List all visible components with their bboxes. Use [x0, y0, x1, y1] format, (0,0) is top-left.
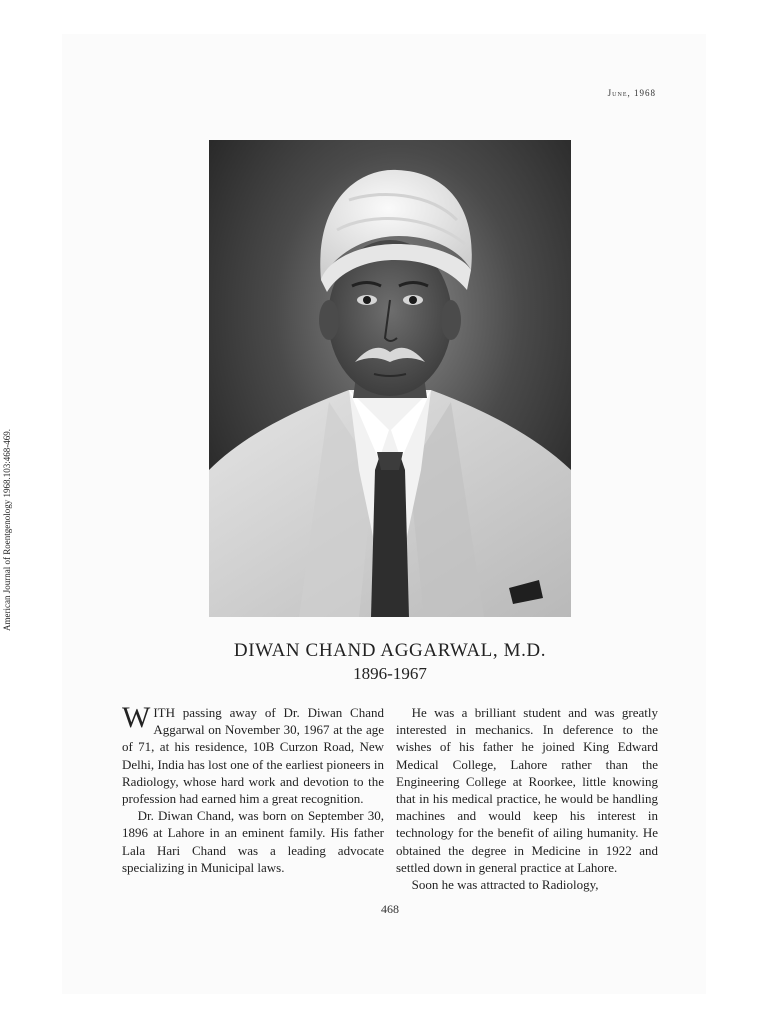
left-column: [122, 701, 384, 876]
left-paragraph-2: Dr. Diwan Chand, was born on September 30, 1896 at Lahore in an eminent family. His father Lala Hari Chand was a leading advocate specializing in Municipal laws.: [122, 808, 384, 875]
right-column: [396, 704, 658, 893]
article-dates: 1896-1967: [353, 664, 427, 683]
left-paragraph-1-text: ITH passing away of Dr. Diwan Chand Aggarwal on November 30, 1967 at the age of 71, at his residence, 10B Curzon Road, New Delhi, India has lost one of the earliest pioneers in Radiology, whose hard work and devotion to the profession had earned him a great recognition.: [122, 705, 384, 807]
side-citation: American Journal of Roentgenology 1968.103:468-469.: [2, 429, 12, 631]
running-head-date: June, 1968: [607, 88, 656, 98]
article-title: DIWAN CHAND AGGARWAL, M.D.: [233, 640, 547, 661]
left-paragraph-1: [122, 701, 384, 807]
drop-cap: W: [122, 701, 151, 734]
right-paragraph-1: He was a brilliant student and was greatly interested in mechanics. In deference to the wishes of his father he joined King Edward Medical College, Lahore rather than the Engineering College at Roorkee, little knowing that in his medical practice, he would be handling machines and would keep his interest in technology for the benefit of ailing humanity. He obtained the degree in Medicine in 1922 and settled down in general practice at Lahore.: [396, 705, 658, 875]
page-number: 468: [381, 902, 399, 916]
portrait-photo: [209, 140, 571, 617]
right-paragraph-2: Soon he was attracted to Radiology,: [411, 877, 599, 893]
portrait-illustration: [209, 140, 571, 617]
